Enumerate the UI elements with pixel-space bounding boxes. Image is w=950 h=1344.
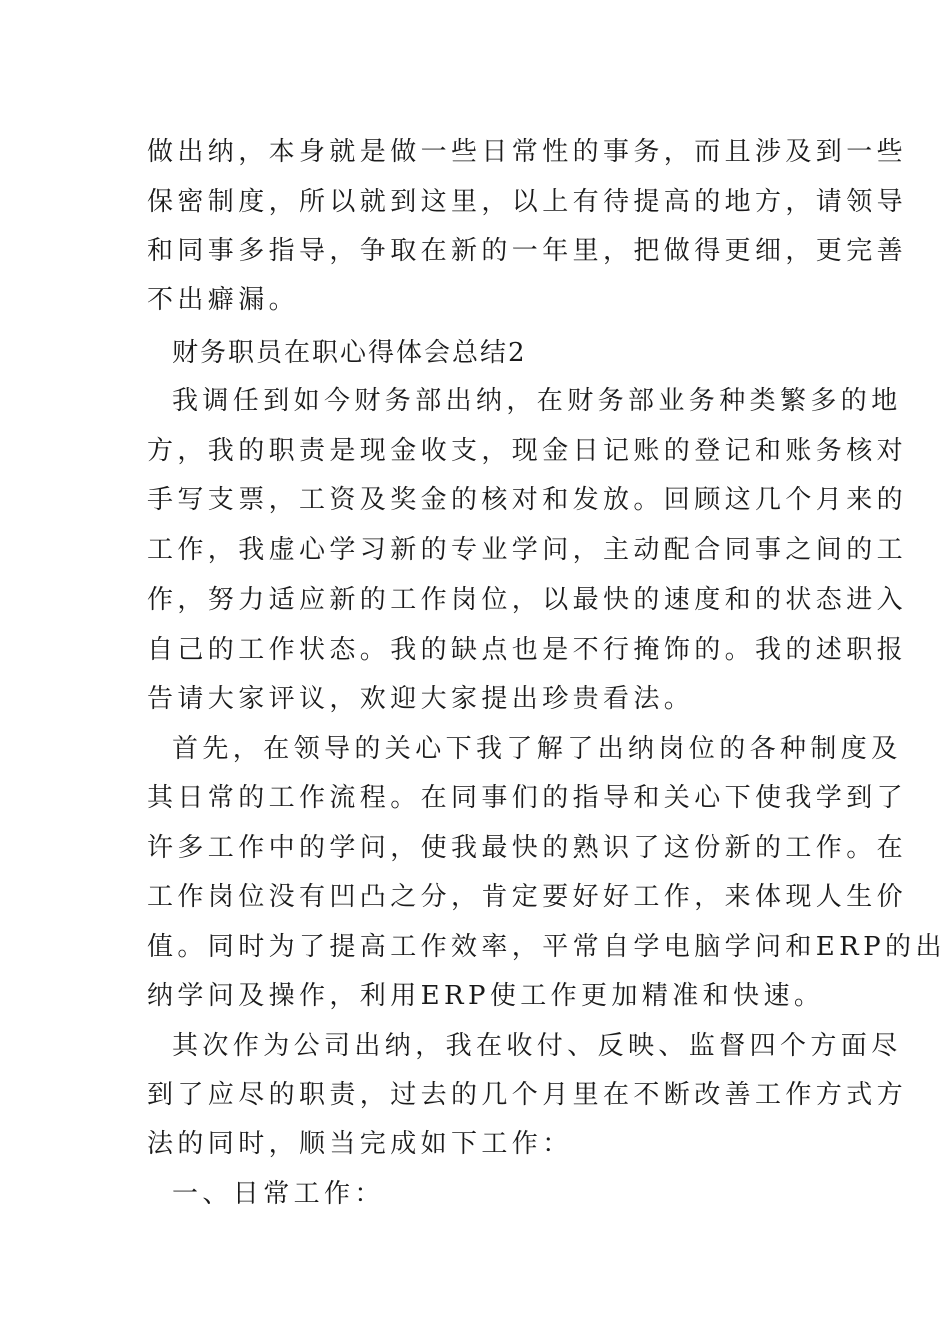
text-line: 工作，我虚心学习新的专业学问，主动配合同事之间的工 <box>147 535 908 565</box>
text-line: 纳学问及操作，利用ERP使工作更加精准和快速。 <box>147 981 825 1011</box>
text-line: 到了应尽的职责，过去的几个月里在不断改善工作方式方 <box>147 1080 908 1110</box>
text-line: 其日常的工作流程。在同事们的指导和关心下使我学到了 <box>147 783 908 813</box>
text-line: 做出纳，本身就是做一些日常性的事务，而且涉及到一些 <box>147 137 908 167</box>
text-line: 许多工作中的学问，使我最快的熟识了这份新的工作。在 <box>147 833 908 863</box>
paragraph-first-line: 我调任到如今财务部出纳，在财务部业务种类繁多的地 <box>172 386 902 416</box>
paragraph-first-line: 一、日常工作： <box>172 1179 385 1209</box>
text-line: 自己的工作状态。我的缺点也是不行掩饰的。我的述职报 <box>147 635 908 665</box>
paragraph-first-line: 其次作为公司出纳，我在收付、反映、监督四个方面尽 <box>172 1031 902 1061</box>
text-line: 工作岗位没有凹凸之分，肯定要好好工作，来体现人生价 <box>147 882 908 912</box>
text-line: 法的同时，顺当完成如下工作： <box>147 1129 573 1159</box>
text-line: 和同事多指导，争取在新的一年里，把做得更细，更完善 <box>147 236 908 266</box>
text-line: 不出癖漏。 <box>147 285 300 315</box>
text-line: 手写支票，工资及奖金的核对和发放。回顾这几个月来的 <box>147 485 908 515</box>
text-line: 值。同时为了提高工作效率，平常自学电脑学问和ERP的出 <box>147 932 946 962</box>
text-line: 方，我的职责是现金收支，现金日记账的登记和账务核对 <box>147 436 908 466</box>
section-heading: 财务职员在职心得体会总结2 <box>172 338 527 368</box>
text-line: 保密制度，所以就到这里，以上有待提高的地方，请领导 <box>147 187 908 217</box>
paragraph-first-line: 首先，在领导的关心下我了解了出纳岗位的各种制度及 <box>172 734 902 764</box>
text-line: 作，努力适应新的工作岗位，以最快的速度和的状态进入 <box>147 585 908 615</box>
text-line: 告请大家评议，欢迎大家提出珍贵看法。 <box>147 684 695 714</box>
